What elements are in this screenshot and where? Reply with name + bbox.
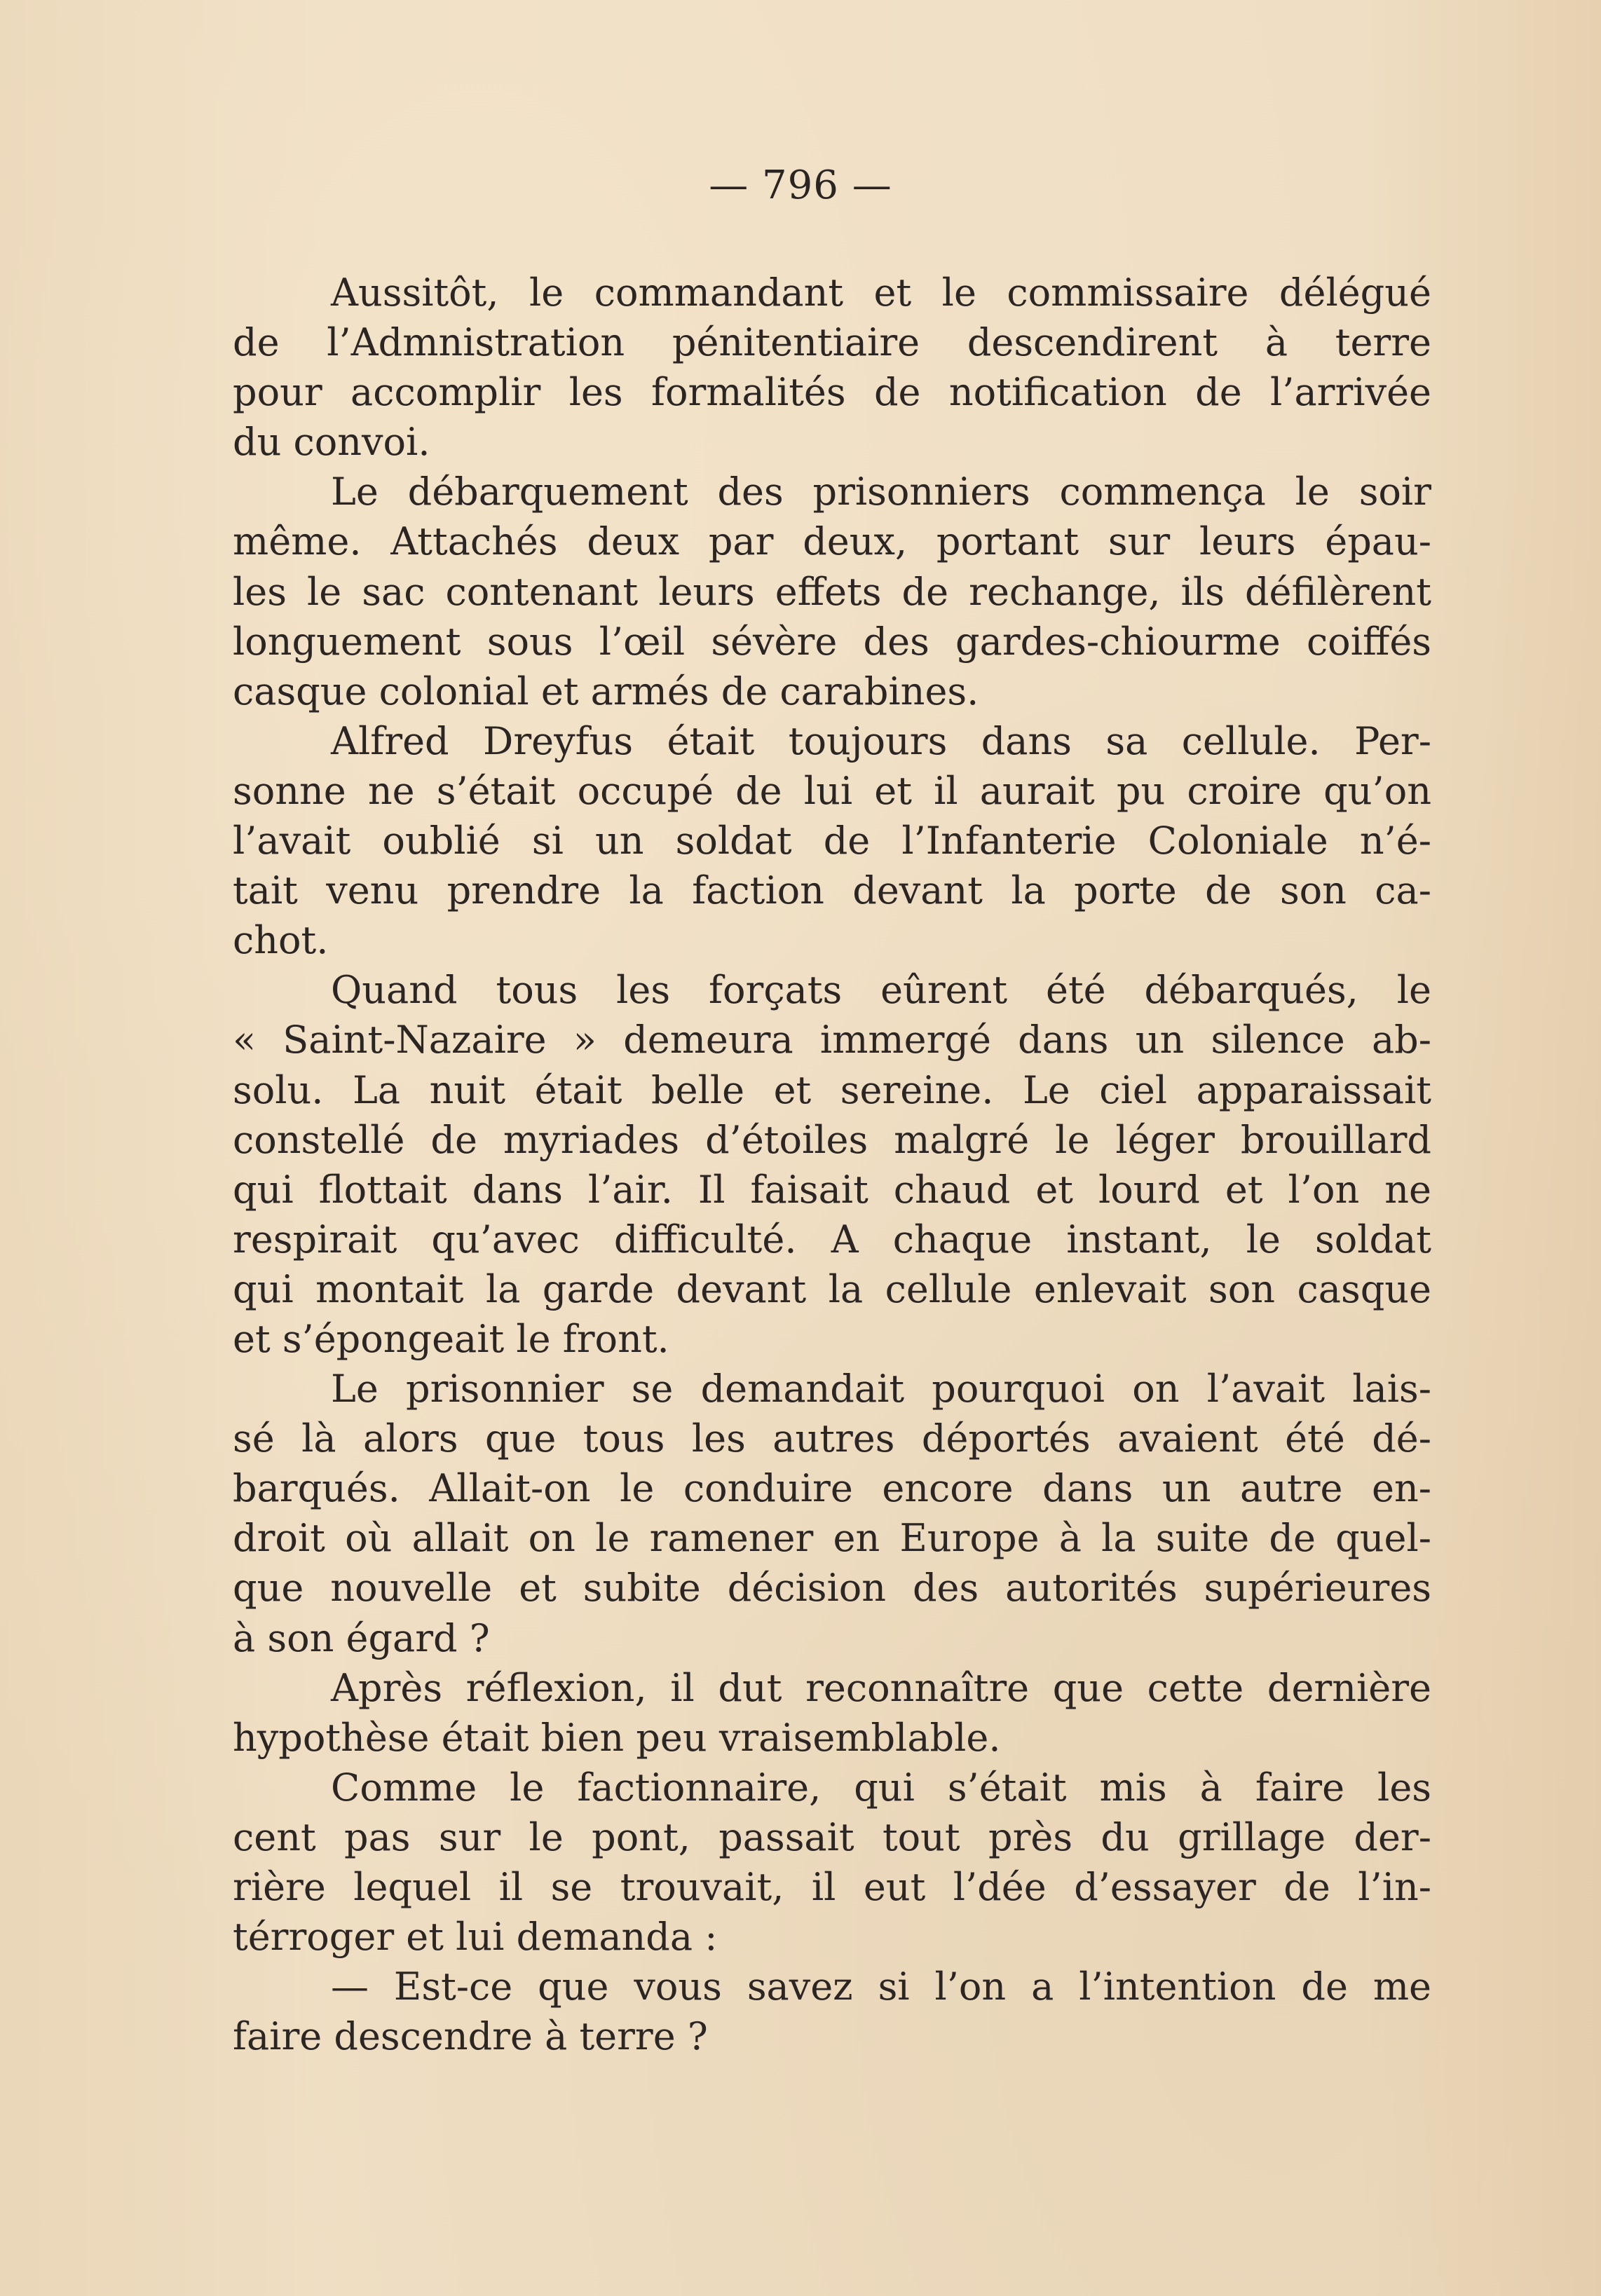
text-line: que nouvelle et subite décision des autorités supérieures bbox=[233, 1566, 1431, 1611]
text-line: — Est-ce que vous savez si l’on a l’intention de me bbox=[331, 1964, 1431, 2009]
text-line: à son égard ? bbox=[233, 1615, 490, 1660]
text-line: longuement sous l’œil sévère des gardes-chiourme coiffés bbox=[233, 619, 1431, 664]
text-line: constellé de myriades d’étoiles malgré le léger brouillard bbox=[233, 1117, 1431, 1162]
text-line: Alfred Dreyfus était toujours dans sa cellule. Per- bbox=[331, 718, 1431, 763]
text-line: Le débarquement des prisonniers commença le soir bbox=[331, 470, 1431, 514]
text-line: Le prisonnier se demandait pourquoi on l’avait lais- bbox=[331, 1367, 1431, 1412]
text-line: Comme le factionnaire, qui s’était mis à faire les bbox=[331, 1765, 1431, 1810]
text-line: les le sac contenant leurs effets de rechange, ils défilèrent bbox=[233, 569, 1431, 614]
text-line: faire descendre à terre ? bbox=[233, 2014, 708, 2059]
body-text bbox=[233, 268, 1431, 2061]
text-line: tait venu prendre la faction devant la porte de son ca- bbox=[233, 868, 1431, 913]
text-line: hypothèse était bien peu vraisemblable. bbox=[233, 1715, 1001, 1760]
text-line: pour accomplir les formalités de notification de l’arrivée bbox=[233, 370, 1431, 415]
text-line: solu. La nuit était belle et sereine. Le ciel apparaissait bbox=[233, 1067, 1431, 1112]
page-number: — 796 — bbox=[709, 163, 892, 208]
text-line: et s’épongeait le front. bbox=[233, 1316, 669, 1361]
text-line: « Saint-Nazaire » demeura immergé dans un silence ab- bbox=[233, 1018, 1431, 1062]
text-line: Après réflexion, il dut reconnaître que cette dernière bbox=[331, 1665, 1431, 1710]
text-line: casque colonial et armés de carabines. bbox=[233, 669, 979, 713]
text-line: respirait qu’avec difficulté. A chaque instant, le soldat bbox=[233, 1217, 1431, 1262]
text-line: Aussitôt, le commandant et le commissaire délégué bbox=[331, 271, 1431, 315]
text-line: sé là alors que tous les autres déportés avaient été dé- bbox=[233, 1416, 1431, 1461]
text-line: qui flottait dans l’air. Il faisait chaud et lourd et l’on ne bbox=[233, 1167, 1431, 1212]
text-line: l’avait oublié si un soldat de l’Infanterie Coloniale n’é- bbox=[233, 819, 1431, 863]
text-line: droit où allait on le ramener en Europe à la suite de quel- bbox=[233, 1516, 1431, 1561]
text-line: barqués. Allait-on le conduire encore dans un autre en- bbox=[233, 1466, 1431, 1511]
text-line: sonne ne s’était occupé de lui et il aurait pu croire qu’on bbox=[233, 768, 1431, 813]
text-line: du convoi. bbox=[233, 420, 430, 465]
text-line: chot. bbox=[233, 918, 329, 963]
text-line: de l’Admnistration pénitentiaire descendirent à terre bbox=[233, 320, 1431, 365]
text-line: cent pas sur le pont, passait tout près du grillage der- bbox=[233, 1815, 1431, 1859]
text-line: térroger et lui demanda : bbox=[233, 1915, 718, 1960]
text-line: Quand tous les forçats eûrent été débarqués, le bbox=[331, 968, 1431, 1013]
text-line: même. Attachés deux par deux, portant sur leurs épau- bbox=[233, 519, 1431, 564]
text-line: rière lequel il se trouvait, il eut l’dée d’essayer de l’in- bbox=[233, 1865, 1431, 1909]
text-line: qui montait la garde devant la cellule enlevait son casque bbox=[233, 1266, 1431, 1311]
